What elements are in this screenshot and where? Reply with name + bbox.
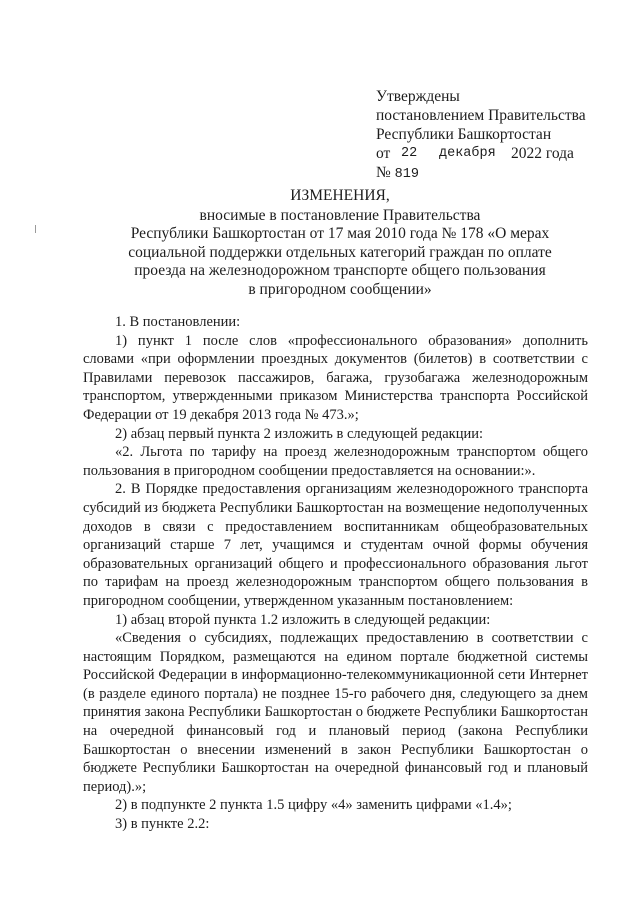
paragraph: 1. В постановлении: <box>115 314 241 330</box>
paragraph: 1) абзац второй пункта 1.2 изложить в следующей редакции: <box>115 611 491 628</box>
date-year: 2022 года <box>511 145 574 162</box>
paragraph: 2) абзац первый пункта 2 изложить в следующей редакции: <box>115 425 484 442</box>
approval-number <box>376 163 626 184</box>
approval-line: Утверждены <box>376 88 460 105</box>
number-prefix: № <box>376 164 391 181</box>
paragraph: 1) пункт 1 после слов «профессионального образования» дополнить словами «при оформлении проездных документов (билетов) в соответствии с Правилами перевозок пассажиров, багажа, грузобагажа железнодорожным транспортом, утвержденными приказом Министерства транспорта Российской Федерации от 19 декабря 2013 года № 473.»; <box>83 332 588 423</box>
title-line: проезда на железнодорожном транспорте общего пользования <box>134 262 546 279</box>
title-line: вносимые в постановление Правительства <box>199 206 481 224</box>
approval-line: постановлением Правительства <box>376 107 586 124</box>
paragraph: «Сведения о субсидиях, подлежащих предоставлению в соответствии с настоящим Порядком, размещаются на едином портале бюджетной системы Российской Федерации в информационно-телекоммуникационной сети Интернет (в разделе единого портала) не позднее 15-го рабочего дня, следующего за днем принятия закона Республики Башкортостан о бюджете Республики Башкортостан на очередной финансовый год и плановый период (закона Республики Башкортостан о внесении изменений в закон Республики Башкортостан о бюджете Республики Башкортостан на очередной финансовый год и плановый период).»; <box>83 630 588 795</box>
date-month: декабря <box>439 146 496 161</box>
date-prefix: от <box>376 145 391 162</box>
date-day: 22 <box>401 146 418 161</box>
scan-mark <box>35 225 36 233</box>
title-line: социальной поддержки отдельных категорий граждан по оплате <box>128 243 552 261</box>
paragraph: 2. В Порядке предоставления организациям железнодорожного транспорта субсидий из бюджета Республики Башкортостан на возмещение недополученных доходов в связи с предоставлением воспитанникам общеобразовательных организаций старше 7 лет, учащимся и студентам очной формы обучения образовательных организаций общего и профессионального образования льгот по тарифам на проезд железнодорожным транспортом общего пользования в пригородном сообщении, утвержденном указанным постановлением: <box>83 481 588 609</box>
number-value: 819 <box>394 167 419 182</box>
paragraph: 3) в пункте 2.2: <box>115 816 210 833</box>
paragraph: 2) в подпункте 2 пункта 1.5 цифру «4» заменить цифрами «1.4»; <box>115 797 512 814</box>
title-line: Республики Башкортостан от 17 мая 2010 года № 178 «О мерах <box>130 225 550 242</box>
approval-block <box>376 87 626 184</box>
document-body <box>83 313 588 834</box>
title-heading: ИЗМЕНЕНИЯ, <box>290 187 390 204</box>
approval-line: Республики Башкортостан <box>376 126 552 143</box>
title-line: в пригородном сообщении» <box>248 280 432 298</box>
approval-date <box>376 144 626 163</box>
document-title <box>120 187 560 299</box>
paragraph: «2. Льгота по тарифу на проезд железнодорожным транспортом общего пользования в пригородном сообщении предоставляется на основании:». <box>83 444 588 479</box>
